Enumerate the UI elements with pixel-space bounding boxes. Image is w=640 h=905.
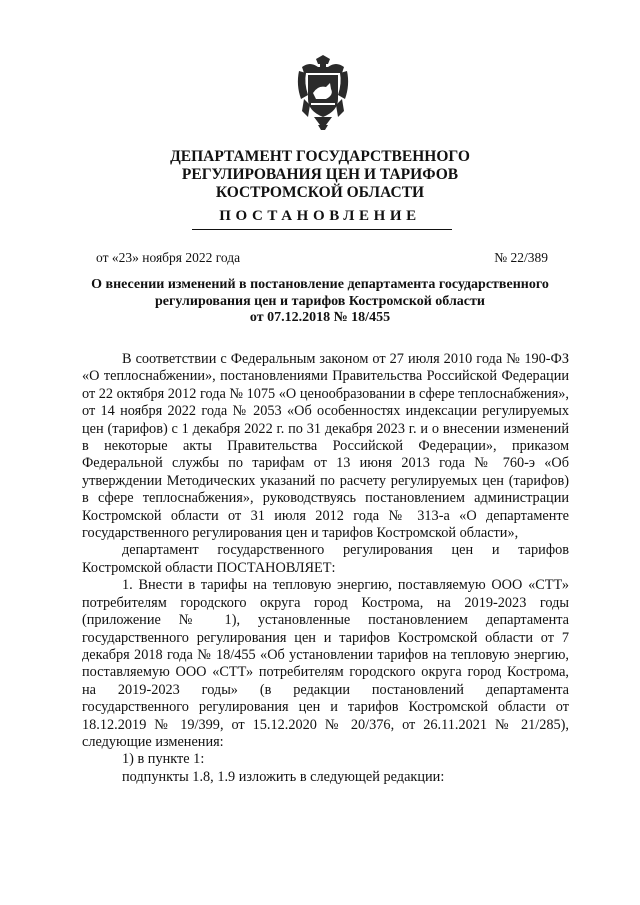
body-paragraph: 1) в пункте 1: xyxy=(122,751,205,768)
subject-line: от 07.12.2018 № 18/455 xyxy=(249,310,391,325)
document-type-heading: ПОСТАНОВЛЕНИЕ xyxy=(219,208,421,224)
coat-of-arms-icon xyxy=(296,55,350,130)
subject-line: регулирования цен и тарифов Костромской области xyxy=(155,293,485,309)
department-title xyxy=(100,148,540,202)
heading-underline xyxy=(192,229,452,230)
body-paragraph: В соответствии с Федеральным законом от 27 июля 2010 года № 190-ФЗ «О теплоснабжении», постановлениями Правительства Российской Федерации от 22 октября 2012 года № 1075 «О ценообразовании в сфере теплоснабжения», от 14 ноября 2022 года № 2053 «Об особенностях индексации регулируемых цен (тарифов) с 1 декабря 2022 г. по 31 декабря 2023 г. и о внесении изменений в некоторые акты Правительства Российской Федерации», приказом Федеральной службы по тарифам от 13 июня 2013 года № 760-э «Об утверждении Методических указаний по расчету регулируемых цен (тарифов) в сфере теплоснабжения», руководствуясь постановлением администрации Костромской области от 31 июля 2012 года № 313-а «О департаменте государственного регулирования цен и тарифов Костромской области», xyxy=(82,351,569,542)
document-body xyxy=(82,351,569,786)
body-paragraph: департамент государственного регулирования цен и тарифов Костромской области ПОСТАНОВЛЯЕТ: xyxy=(82,542,569,576)
subject-line: О внесении изменений в постановление департамента государственного xyxy=(91,277,549,292)
document-number: № 22/389 xyxy=(494,250,548,265)
body-paragraph: 1. Внести в тарифы на тепловую энергию, поставляемую ООО «СТТ» потребителям городского округа город Кострома, на 2019-2023 годы (приложение № 1), установленные постановлением департамента государственного регулирования цен и тарифов Костромской области от 7 декабря 2018 года № 18/455 «Об установлении тарифов на тепловую энергию, поставляемую ООО «СТТ» потребителям городского округа город Кострома, на 2019-2023 годы» (в редакции постановлений департамента государственного регулирования цен и тарифов Костромской области от 18.12.2019 № 19/399, от 15.12.2020 № 20/376, от 26.11.2021 № 21/285), следующие изменения: xyxy=(82,577,569,750)
department-title-line: ДЕПАРТАМЕНТ ГОСУДАРСТВЕННОГО xyxy=(170,148,470,165)
document-date: от «23» ноября 2022 года xyxy=(96,250,241,265)
body-paragraph: подпункты 1.8, 1.9 изложить в следующей редакции: xyxy=(122,768,445,785)
department-title-line: КОСТРОМСКОЙ ОБЛАСТИ xyxy=(215,184,425,201)
document-subject xyxy=(90,277,550,327)
department-title-line: РЕГУЛИРОВАНИЯ ЦЕН И ТАРИФОВ xyxy=(181,166,459,183)
